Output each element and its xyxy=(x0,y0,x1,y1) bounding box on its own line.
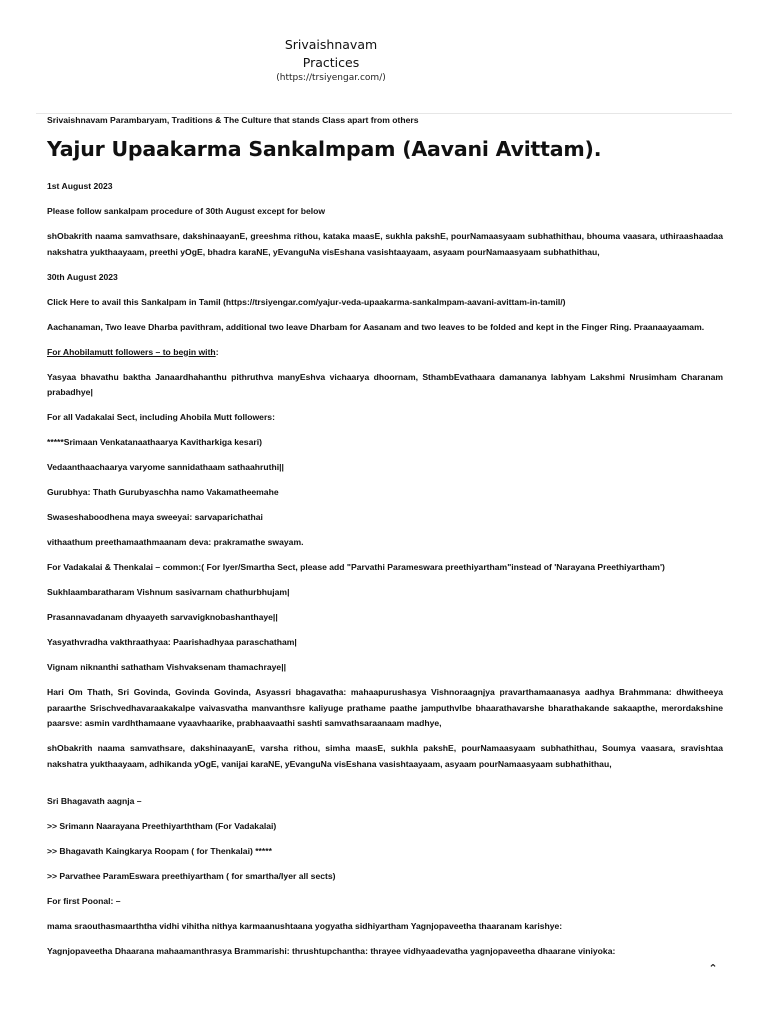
ahobilamutt-heading xyxy=(47,345,723,361)
paragraph: vithaathum preethamaathmaanam deva: prakramathe swayam. xyxy=(47,537,304,547)
page-title: Yajur Upaakarma Sankalmpam (Aavani Avittam). xyxy=(47,137,602,161)
paragraph: shObakrith naama samvathsare, dakshinaayanE, greeshma rithou, kataka maasE, sukhla pakshE, pourNamaasyaam subhathithau, bhouma vaasara, uthiraashaadaa nakshatra yukthaayaam, preethi yOgE, bhadra karaNE, yEvanguNa visEshana vasishtaayaam, asyaam pourNamaasyaam subhathithau, xyxy=(47,231,723,257)
date-text: 1st August 2023 xyxy=(47,181,113,191)
paragraph: Please follow sankalpam procedure of 30th August except for below xyxy=(47,206,326,216)
paragraph: >> Parvathee ParamEswara preethiyartham ( for smartha/Iyer all sects) xyxy=(47,870,336,881)
ahobilamutt-heading-text: For Ahobilamutt followers – to begin with xyxy=(47,346,216,357)
paragraph: shObakrith naama samvathsare, dakshinaayanE, varsha rithou, simha maasE, sukhla pakshE, pourNamaasyaam subhathithau, Soumya vaasara, sravishtaa nakshatra yukthaayaam, adhikanda yOgE, vanijai karaNE, yEvanguNa visEshana vasishtaayaam, asyaam pourNamaasyaam subhathithau, xyxy=(47,743,723,769)
ahobilamutt-heading-colon: : xyxy=(215,346,219,357)
paragraph: Vignam niknanthi sathatham Vishvaksenam thamachraye|| xyxy=(47,662,287,672)
paragraph: *****Srimaan Venkatanaathaarya Kavitharkiga kesari) xyxy=(47,437,262,447)
paragraph: Yasyathvradha vakthraathyaa: Paarishadhyaa paraschatham| xyxy=(47,637,297,647)
paragraph: mama sraouthasmaarththa vidhi vihitha nithya karmaanushtaana yogyatha sidhiyartham Yagnjopaveetha thaaranam karishye: xyxy=(47,920,563,931)
paragraph: Gurubhya: Thath Gurubyaschha namo Vakamatheemahe xyxy=(47,487,279,497)
site-header xyxy=(0,36,768,86)
site-title-line2[interactable]: Practices xyxy=(302,55,360,70)
tamil-sankalpam-link[interactable]: Click Here to avail this Sankalpam in Tamil (https://trsiyengar.com/yajur-veda-upaakarma-sankalmpam-aavani-avittam-in-tamil/) xyxy=(47,296,566,307)
paragraph: Aachanaman, Two leave Dharba pavithram, additional two leave Dharbam for Aasanam and two leaves to be folded and kept in the Finger Ring. Praanaayaamam. xyxy=(47,321,705,332)
paragraph: >> Srimann Naarayana Preethiyarththam (For Vadakalai) xyxy=(47,820,277,831)
chevron-up-icon: ⌃ xyxy=(708,962,718,975)
spacer xyxy=(47,782,723,794)
site-url[interactable]: (https://trsiyengar.com/) xyxy=(276,73,386,83)
paragraph: For all Vadakalai Sect, including Ahobila Mutt followers: xyxy=(47,412,275,422)
paragraph: Yagnjopaveetha Dhaarana mahaamanthrasya Brammarishi: thrushtupchantha: thrayee vidhyaadevatha yagnjopaveetha dhaarane viniyoka: xyxy=(47,945,616,956)
paragraph: >> Bhagavath Kaingkarya Roopam ( for Thenkalai) ***** xyxy=(47,845,272,856)
paragraph: Sukhlaambaratharam Vishnum sasivarnam chathurbhujam| xyxy=(47,587,290,597)
article-content xyxy=(47,115,723,969)
paragraph: Vedaanthaachaarya varyome sannidathaam sathaahruthi|| xyxy=(47,462,284,472)
site-tagline: Srivaishnavam Parambaryam, Traditions & The Culture that stands Class apart from others xyxy=(47,115,419,125)
site-title-line1[interactable]: Srivaishnavam xyxy=(284,37,378,52)
site-title[interactable] xyxy=(260,36,402,72)
paragraph: For Vadakalai & Thenkalai – common:( For Iyer/Smartha Sect, please add "Parvathi Parameswara preethiyartham"instead of 'Narayana Preethiyartham') xyxy=(47,562,665,572)
paragraph: Prasannavadanam dhyaayeth sarvavigknobashanthaye|| xyxy=(47,612,278,622)
paragraph: Swaseshaboodhena maya sweeyai: sarvaparichathai xyxy=(47,512,263,522)
paragraph: Hari Om Thath, Sri Govinda, Govinda Govinda, Asyassri bhagavatha: mahaapurushasya Vishnoraagnjya pravarthamaanasya aadhya Brahmmana: dhwitheeya paraarthe Srischvedhavaraakakalpe vaivasvatha manvanthsre kaliyuge prathame paathe jamputhvlbe bhaarathavarshe bharathakande sakaapthe, merordakshine paarsve: asmin vardhthamaane vyaavhaarike, prabhaavaathi sashti samvathsaraanaam madhye, xyxy=(47,687,723,728)
paragraph: Yasyaa bhavathu baktha Janaardhahanthu pithruthva manyEshva vichaarya dhoornam, SthambEvathaara damananya labhyam Lakshmi Nrusimham Charanam prabadhye| xyxy=(47,371,723,397)
paragraph: For first Poonal: – xyxy=(47,895,121,906)
paragraph: Sri Bhagavath aagnja – xyxy=(47,795,142,806)
date-text: 30th August 2023 xyxy=(47,271,118,282)
header-divider xyxy=(36,113,732,114)
scroll-to-top-button[interactable] xyxy=(706,962,720,976)
